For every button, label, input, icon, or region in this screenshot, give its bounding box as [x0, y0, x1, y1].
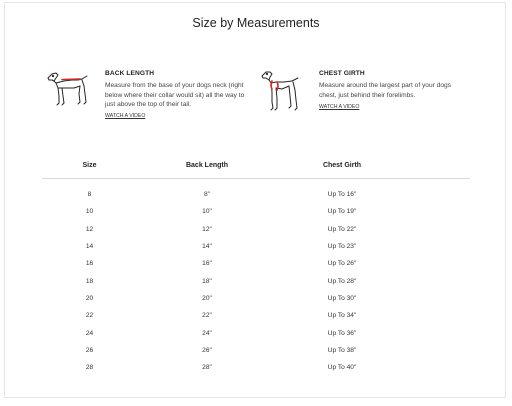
page-title: Size by Measurements	[192, 16, 320, 30]
size-cell: 26	[85, 346, 94, 354]
table-row	[42, 307, 470, 324]
chest-girth-cell: Up To 26"	[327, 260, 357, 268]
chest-girth-description: Measure around the largest part of your dogs chest, just behind their forelimbs.	[319, 82, 451, 99]
table-row	[42, 255, 470, 272]
chest-girth-cell: Up To 19"	[327, 208, 357, 216]
back-length-heading: BACK LENGTH	[105, 70, 155, 77]
size-cell: 8	[87, 191, 92, 199]
back-length-cell: 20"	[202, 294, 212, 302]
chest-girth-column-header: Chest Girth	[277, 152, 407, 179]
size-column-header: Size	[42, 152, 137, 179]
back-length-cell: 14"	[202, 243, 212, 251]
back-length-cell: 10"	[202, 208, 212, 216]
size-cell: 12	[85, 225, 94, 233]
chest-girth-cell: Up To 30"	[327, 294, 357, 302]
table-row	[42, 324, 470, 341]
back-length-cell: 24"	[202, 329, 212, 337]
chest-girth-cell: Up To 40"	[327, 364, 357, 372]
table-row	[42, 238, 470, 255]
chest-girth-cell: Up To 22"	[327, 225, 357, 233]
size-cell: 16	[85, 260, 94, 268]
blank-column-header	[407, 152, 470, 179]
chest-girth-cell: Up To 38"	[327, 346, 357, 354]
chest-girth-section	[258, 66, 468, 126]
table-row	[42, 290, 470, 307]
back-length-cell: 8"	[203, 191, 210, 199]
size-cell: 22	[85, 312, 94, 320]
back-length-cell: 16"	[202, 260, 212, 268]
size-cell: 10	[85, 208, 94, 216]
chest-girth-cell: Up To 23"	[327, 243, 357, 251]
size-cell: 18	[85, 277, 94, 285]
size-cell: 28	[85, 364, 94, 372]
dog-chest-girth-icon	[258, 66, 306, 116]
back-length-cell: 22"	[202, 312, 212, 320]
table-row	[42, 186, 470, 203]
chest-girth-cell: Up To 34"	[327, 312, 357, 320]
back-length-description: Measure from the base of your dogs neck (right below where their collar would sit) all the way to just above the top of their tail.	[105, 82, 245, 108]
size-cell: 20	[85, 294, 94, 302]
size-table	[42, 152, 470, 376]
back-length-section	[44, 66, 254, 126]
chest-girth-cell: Up To 28"	[327, 277, 357, 285]
chest-girth-cell: Up To 16"	[327, 191, 357, 199]
dog-back-length-icon	[44, 66, 92, 116]
chest-girth-heading: CHEST GIRTH	[319, 70, 365, 77]
table-header-row	[42, 152, 470, 179]
table-row	[42, 272, 470, 289]
chest-girth-cell: Up To 36"	[327, 329, 357, 337]
back-length-cell: 28"	[202, 364, 212, 372]
size-cell: 14	[85, 243, 94, 251]
back-length-cell: 12"	[202, 225, 212, 233]
size-cell: 24	[85, 329, 94, 337]
back-length-column-header: Back Length	[137, 152, 277, 179]
back-length-cell: 26"	[202, 346, 212, 354]
back-length-video-link[interactable]: WATCH A VIDEO	[105, 113, 146, 119]
table-row	[42, 221, 470, 238]
table-row	[42, 342, 470, 359]
back-length-cell: 18"	[202, 277, 212, 285]
table-row	[42, 359, 470, 376]
table-row	[42, 203, 470, 220]
chest-girth-video-link[interactable]: WATCH A VIDEO	[319, 104, 360, 110]
